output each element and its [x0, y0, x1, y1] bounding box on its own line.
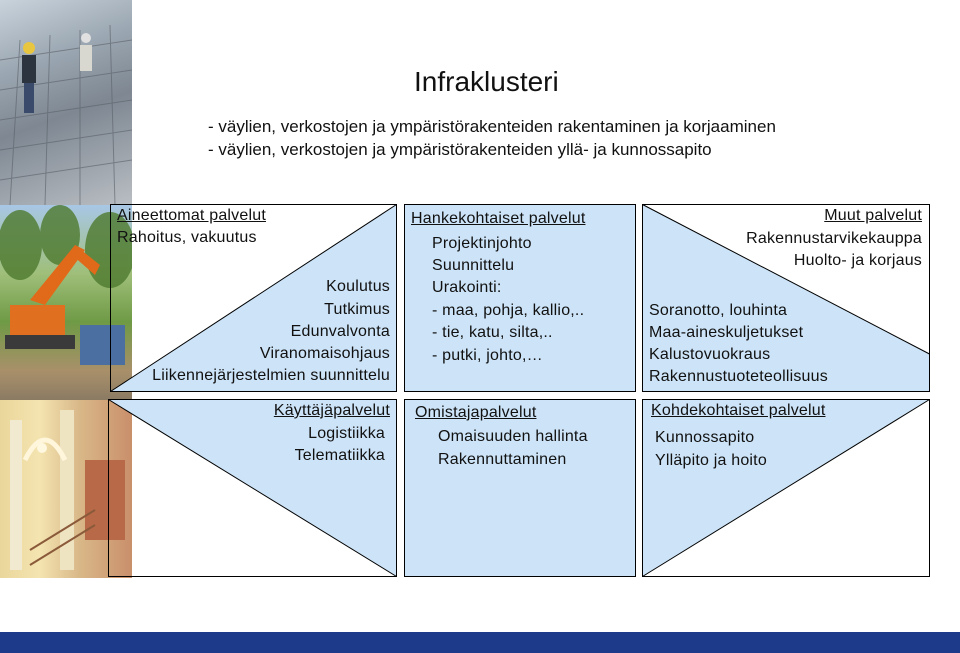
- item-contracting: Urakointi:: [432, 279, 502, 296]
- item-equipment-rental: Kalustovuokraus: [649, 346, 771, 363]
- heading-other-services: Muut palvelut: [824, 207, 922, 224]
- footer-bar: [0, 632, 960, 653]
- item-building-products: Rakennustuoteteollisuus: [649, 368, 828, 385]
- item-pipes: - putki, johto,…: [432, 347, 543, 364]
- panel-user-services: [108, 399, 397, 577]
- subtitle-line-2: - väylien, verkostojen ja ympäristörakenteiden yllä- ja kunnossapito: [208, 140, 712, 159]
- item-project-management: Projektinjohto: [432, 235, 532, 252]
- item-advocacy: Edunvalvonta: [290, 323, 390, 340]
- construction-site-photo: [0, 0, 132, 205]
- heading-owner-services: Omistajapalvelut: [415, 404, 537, 421]
- item-earthworks: - maa, pohja, kallio,..: [432, 302, 585, 319]
- panel-other-services: [642, 204, 930, 392]
- item-transport-planning: Liikennejärjestelmien suunnittelu: [152, 367, 390, 384]
- item-roads: - tie, katu, silta,..: [432, 324, 553, 341]
- item-quarrying: Soranotto, louhinta: [649, 302, 788, 319]
- item-maintenance-repair: Huolto- ja korjaus: [793, 252, 922, 269]
- heading-project-services: Hankekohtaiset palvelut: [411, 210, 586, 227]
- item-building-commissioning: Rakennuttaminen: [438, 451, 567, 468]
- item-authority: Viranomaisohjaus: [259, 345, 390, 362]
- panel-intangible-services: [110, 204, 397, 392]
- panel-shape: [404, 399, 636, 577]
- panel-owner-services: [404, 399, 636, 577]
- subtitle-line-1: - väylien, verkostojen ja ympäristörakenteiden rakentaminen ja korjaaminen: [208, 117, 776, 136]
- item-training: Koulutus: [326, 278, 390, 295]
- item-supplies-trade: Rakennustarvikekauppa: [746, 230, 922, 247]
- item-maintenance-care: Ylläpito ja hoito: [655, 452, 767, 469]
- page-title: Infraklusteri: [414, 66, 559, 97]
- item-asset-management: Omaisuuden hallinta: [438, 428, 588, 445]
- heading-intangible: Aineettomat palvelut: [117, 207, 266, 224]
- panel-site-services: [642, 399, 930, 577]
- item-soil-transport: Maa-aineskuljetukset: [649, 324, 804, 341]
- item-research: Tutkimus: [324, 301, 390, 318]
- item-upkeep: Kunnossapito: [655, 429, 755, 446]
- panel-shape: [642, 399, 930, 577]
- heading-user-services: Käyttäjäpalvelut: [273, 402, 390, 419]
- item-telematics: Telematiikka: [294, 447, 385, 464]
- item-design: Suunnittelu: [432, 257, 515, 274]
- heading-site-services: Kohdekohtaiset palvelut: [651, 402, 826, 419]
- item-financing: Rahoitus, vakuutus: [117, 229, 257, 246]
- item-logistics: Logistiikka: [308, 425, 385, 442]
- panel-project-services: [404, 204, 636, 392]
